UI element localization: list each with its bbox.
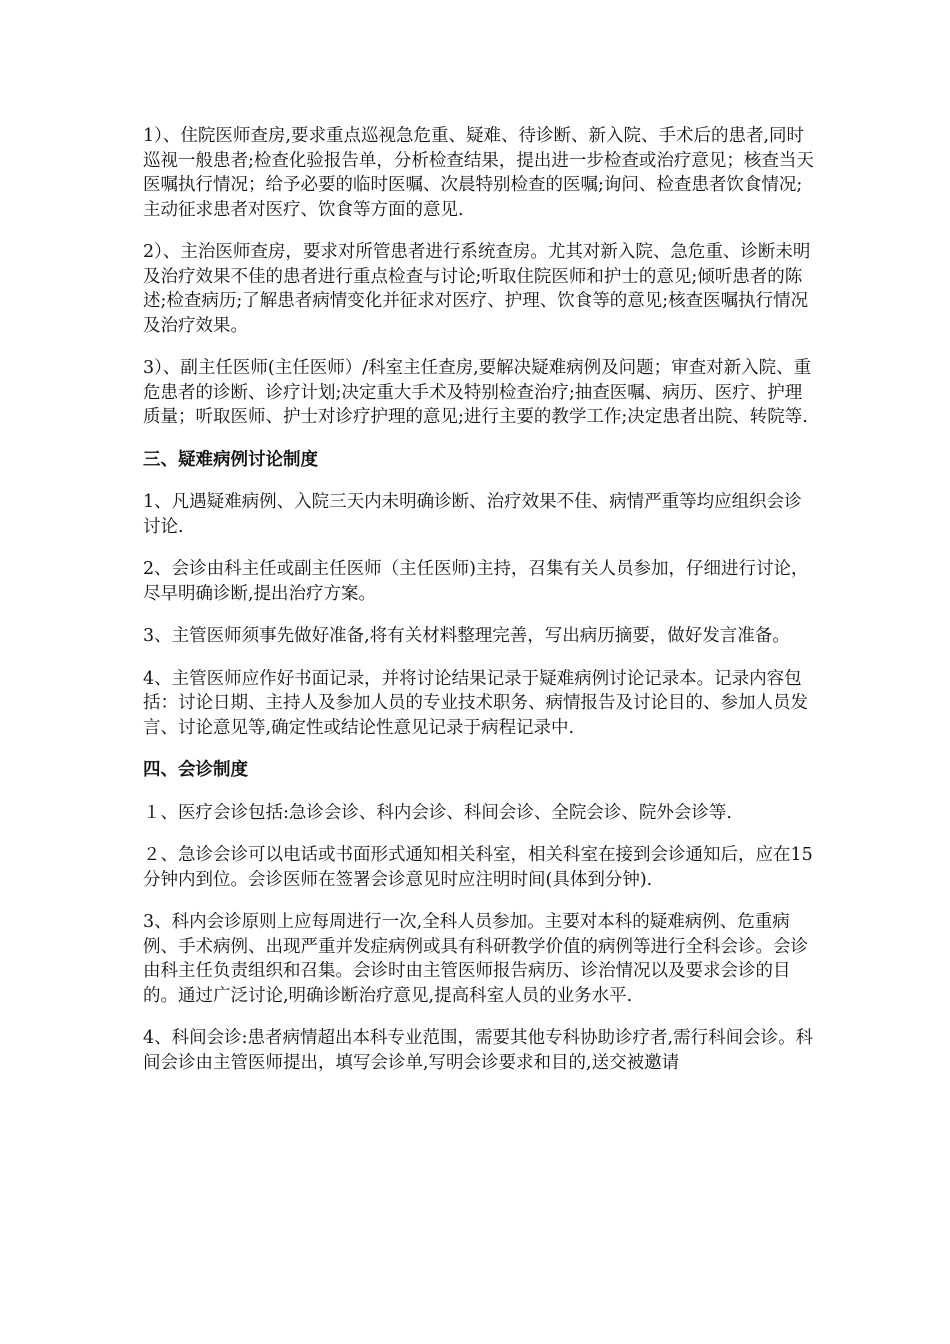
section-heading-difficult-cases: 三、疑难病例讨论制度: [143, 449, 318, 470]
consultation-item-3: 3、科内会诊原则上应每周进行一次,全科人员参加。主要对本科的疑难病例、危重病例、手术病例、出现严重并发症病例或具有科研教学价值的病例等进行全科会诊。会诊由科主任负责组织和召集。会诊时由主管医师报告病历、诊治情况以及要求会诊的目的。通过广泛讨论,明确诊断治疗意见,提高科室人员的业务水平.: [143, 912, 808, 1006]
consultation-item-2: ２、急诊会诊可以电话或书面形式通知相关科室，相关科室在接到会诊通知后，应在15分钟内到位。会诊医师在签署会诊意见时应注明时间(具体到分钟).: [143, 845, 813, 890]
difficult-cases-item-1: 1、凡遇疑难病例、入院三天内未明确诊断、治疗效果不佳、病情严重等均应组织会诊讨论.: [143, 492, 802, 537]
ward-round-chief-paragraph: 3）、副主任医师(主任医师）/科室主任查房,要解决疑难病例及问题；审查对新入院、重危患者的诊断、诊疗计划;决定重大手术及特别检查治疗;抽查医嘱、病历、医疗、护理质量；听取医师、护士对诊疗护理的意见;进行主要的教学工作;决定患者出院、转院等.: [143, 358, 812, 427]
consultation-item-1: １、医疗会诊包括:急诊会诊、科内会诊、科间会诊、全院会诊、院外会诊等.: [143, 802, 732, 823]
consultation-item-4: 4、科间会诊:患者病情超出本科专业范围，需要其他专科协助诊疗者,需行科间会诊。科间会诊由主管医师提出，填写会诊单,写明会诊要求和目的,送交被邀请: [143, 1028, 814, 1073]
difficult-cases-item-3: 3、主管医师须事先做好准备,将有关材料整理完善，写出病历摘要，做好发言准备。: [143, 626, 790, 646]
ward-round-resident-paragraph: 1）、住院医师查房,要求重点巡视急危重、疑难、待诊断、新入院、手术后的患者,同时巡视一般患者;检查化验报告单，分析检查结果，提出进一步检查或治疗意见；核查当天医嘱执行情况；给予必要的临时医嘱、次晨特别检查的医嘱;询问、检查患者饮食情况;主动征求患者对医疗、饮食等方面的意见.: [143, 126, 814, 220]
section-heading-consultation: 四、会诊制度: [143, 760, 248, 780]
difficult-cases-item-2: 2、会诊由科主任或副主任医师（主任医师)主持，召集有关人员参加，仔细进行讨论，尽早明确诊断,提出治疗方案。: [143, 559, 809, 604]
difficult-cases-item-4: 4、主管医师应作好书面记录，并将讨论结果记录于疑难病例讨论记录本。记录内容包括：讨论日期、主持人及参加人员的专业技术职务、病情报告及讨论目的、参加人员发言、讨论意见等,确定性或结论性意见记录于病程记录中.: [143, 668, 808, 738]
ward-round-attending-paragraph: 2）、主治医师查房，要求对所管患者进行系统查房。尤其对新入院、急危重、诊断未明及治疗效果不佳的患者进行重点检查与讨论;听取住院医师和护士的意见;倾听患者的陈述;检查病历;了解患者病情变化并征求对医疗、护理、饮食等的意见;核查医嘱执行情况及治疗效果。: [143, 242, 811, 336]
document-body: [143, 124, 815, 1093]
